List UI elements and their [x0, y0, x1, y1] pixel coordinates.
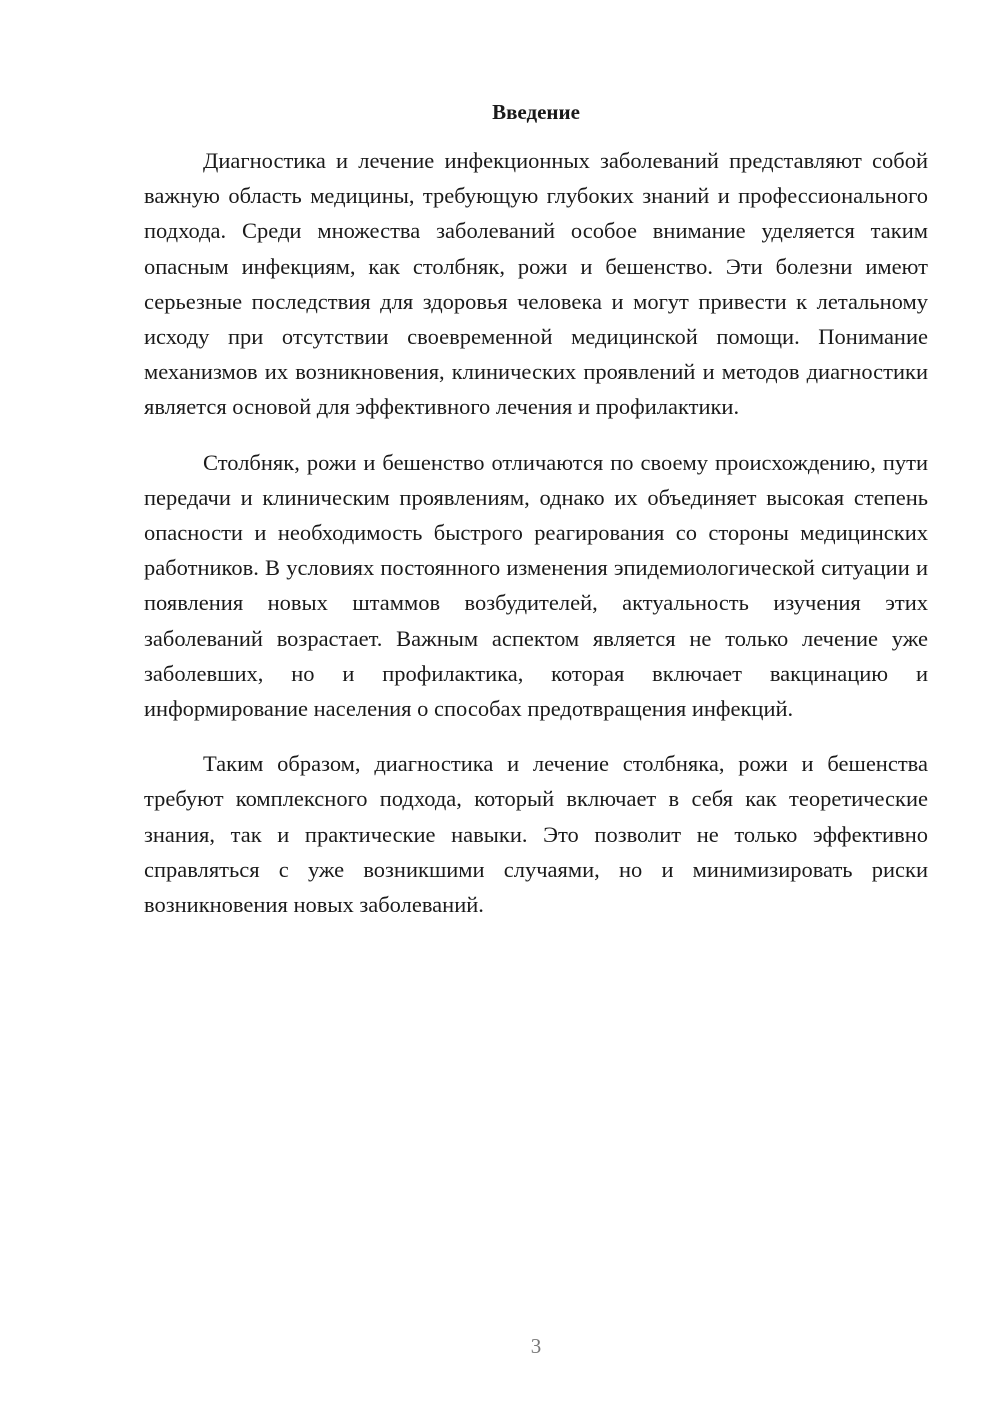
section-title: Введение [492, 100, 580, 124]
paragraph: Диагностика и лечение инфекционных заболеваний представляют собой важную область медицины, требующую глубоких знаний и профессионального подхода. Среди множества заболеваний особое внимание уделяется таким опасным инфекциям, как столбняк, рожи и бешенство. Эти болезни имеют серьезные последствия для здоровья человека и могут привести к летальному исходу при отсутствии своевременной медицинской помощи. Понимание механизмов их возникновения, клинических проявлений и методов диагностики является основой для эффективного лечения и профилактики. [144, 148, 928, 420]
paragraph: Таким образом, диагностика и лечение столбняка, рожи и бешенства требуют комплексного подхода, который включает в себя как теоретические знания, так и практические навыки. Это позволит не только эффективно справляться с уже возникшими случаями, но и минимизировать риски возникновения новых заболеваний. [144, 751, 928, 918]
paragraph: Столбняк, рожи и бешенство отличаются по своему происхождению, пути передачи и клиническим проявлениям, однако их объединяет высокая степень опасности и необходимость быстрого реагирования со стороны медицинских работников. В условиях постоянного изменения эпидемиологической ситуации и появления новых штаммов возбудителей, актуальность изучения этих заболеваний возрастает. Важным аспектом является не только лечение уже заболевших, но и профилактика, которая включает вакцинацию и информирование населения о способах предотвращения инфекций. [144, 449, 928, 722]
page-number: 3 [530, 1334, 542, 1358]
body-text [144, 143, 928, 942]
